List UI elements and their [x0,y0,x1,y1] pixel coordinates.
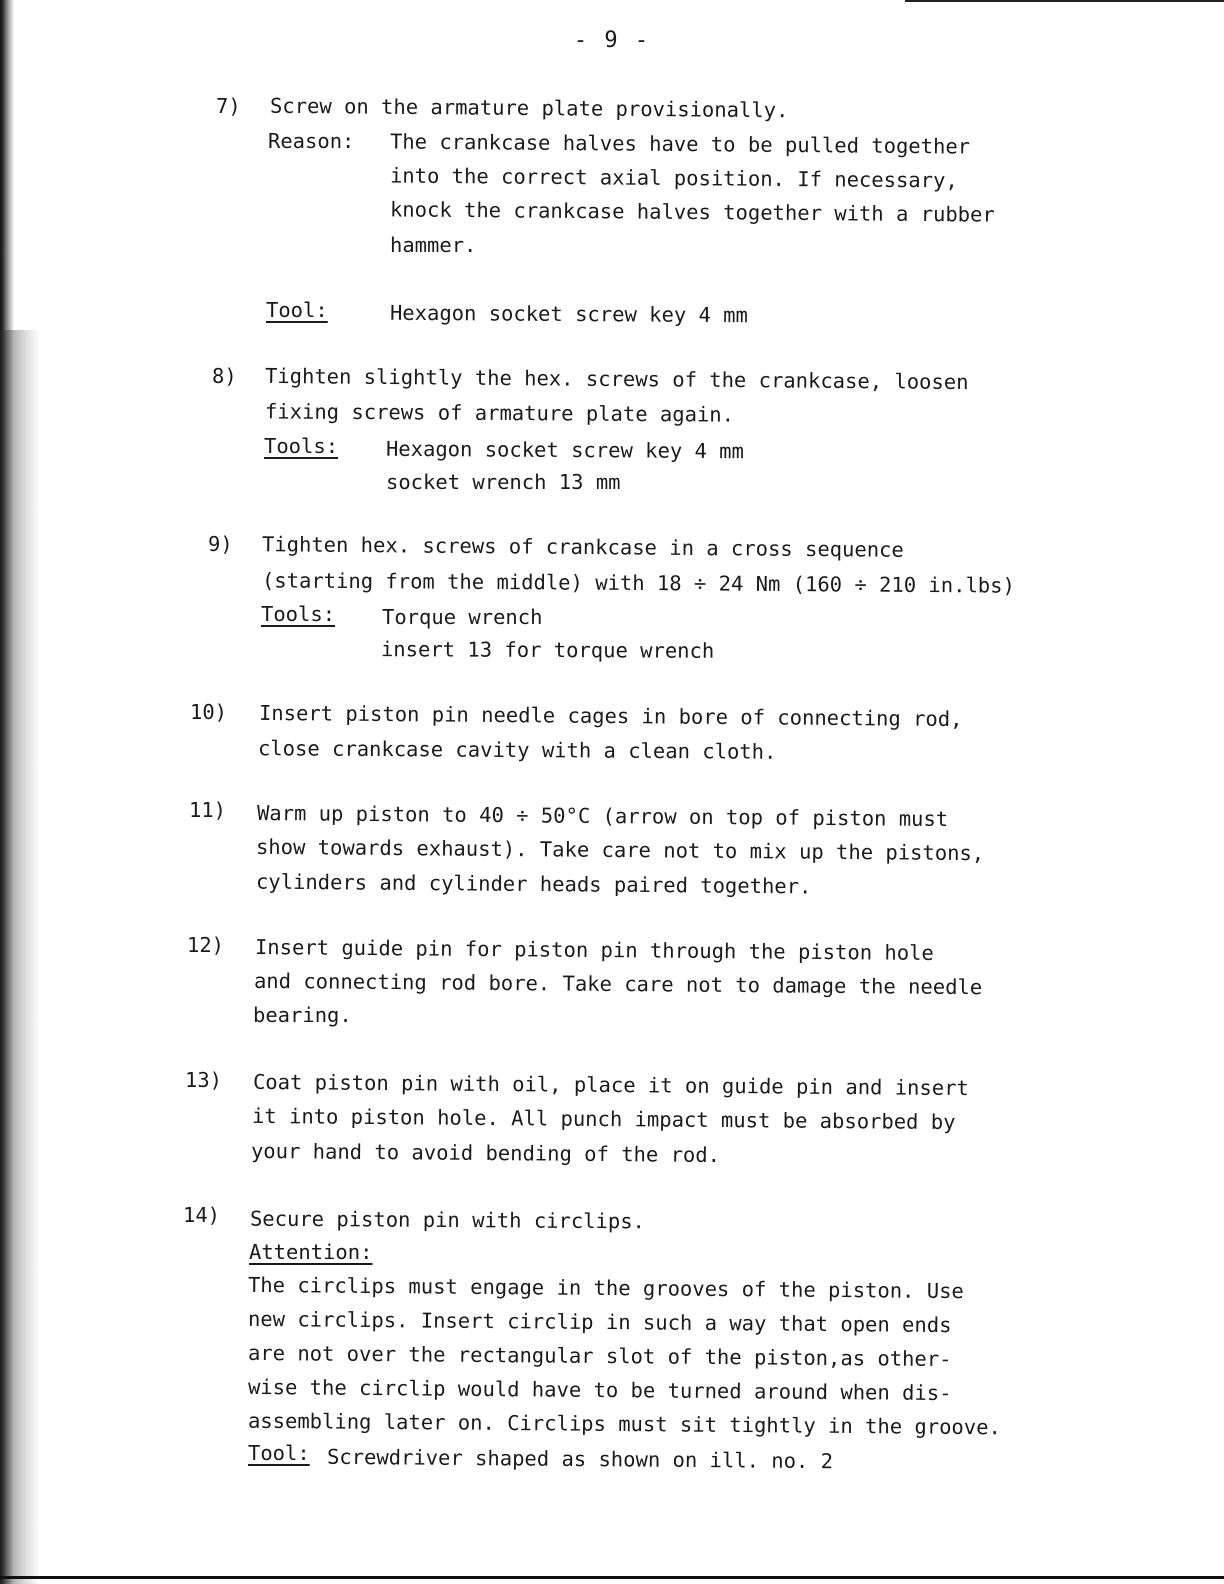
tool-text: insert 13 for torque wrench [380,637,715,663]
step-text: (starting from the middle) with 18 ÷ 24 Nm (160 ÷ 210 in.lbs) [261,568,1015,598]
page-number: - 9 - [573,28,651,53]
reason-text: knock the crankcase halves together with a rubber [389,197,995,227]
tool-text: socket wrench 13 mm [386,470,621,494]
step-text: Insert piston pin needle cages in bore of connecting rod, [258,700,963,732]
step-text: Screw on the armature plate provisionally. [269,93,789,123]
scan-binding-shadow [0,330,40,1584]
step-text: bearing. [253,1003,352,1027]
tool-label: Tool: [266,298,328,322]
step-text: show towards exhaust). Take care not to mix up the pistons, [255,834,985,866]
step-text: Coat piston pin with oil, place it on guide pin and insert [252,1069,969,1101]
step-text: and connecting rod bore. Take care not to damage the needle [253,968,983,1000]
tool-label: Tools: [264,434,339,458]
step-number: 14) [183,1203,221,1227]
attention-text: The circlips must engage in the grooves of the piston. Use [247,1272,964,1304]
tool-text: Torque wrench [382,605,543,629]
step-number: 9) [208,532,233,556]
attention-text: new circlips. Insert circlip in such a way that open ends [247,1306,952,1338]
step-number: 13) [185,1068,223,1092]
step-number: 8) [212,364,237,388]
reason-label: Reason: [268,129,355,153]
step-text: Insert guide pin for piston pin through the piston hole [254,935,934,965]
step-text: Secure piston pin with circlips. [249,1206,646,1234]
step-number: 7) [216,94,241,118]
tool-text: Screwdriver shaped as shown on ill. no. 2 [326,1444,834,1474]
step-text: it into piston hole. All punch impact must be absorbed by [251,1103,956,1135]
reason-text: hammer. [390,233,477,257]
step-text: close crankcase cavity with a clean cloth. [257,736,777,764]
step-number: 12) [187,933,225,957]
tool-text: Hexagon socket screw key 4 mm [389,300,749,328]
reason-text: into the correct axial position. If necessary, [389,163,958,193]
reason-text: The crankcase halves have to be pulled together [389,129,971,159]
tool-text: Hexagon socket screw key 4 mm [385,436,745,464]
step-text: fixing screws of armature plate again. [264,399,735,427]
step-text: cylinders and cylinder heads paired together. [255,869,812,899]
attention-text: assembling later on. Circlips must sit tightly in the groove. [247,1408,1001,1440]
step-text: Tighten slightly the hex. screws of the crankcase, loosen [264,363,969,395]
step-number: 11) [189,798,227,822]
attention-label: Attention: [249,1240,373,1264]
step-text: Warm up piston to 40 ÷ 50°C (arrow on top of piston must [256,800,949,832]
tool-label: Tool: [248,1441,310,1465]
step-text: Tighten hex. screws of crankcase in a cross sequence [261,532,904,562]
step-number: 10) [190,700,228,724]
top-rule [905,0,1224,2]
tool-label: Tools: [261,602,336,626]
attention-text: wise the circlip would have to be turned around when dis- [247,1374,952,1406]
bottom-rule [0,1576,1224,1579]
step-text: your hand to avoid bending of the rod. [250,1138,721,1168]
attention-text: are not over the rectangular slot of the piston,as other- [247,1340,952,1372]
